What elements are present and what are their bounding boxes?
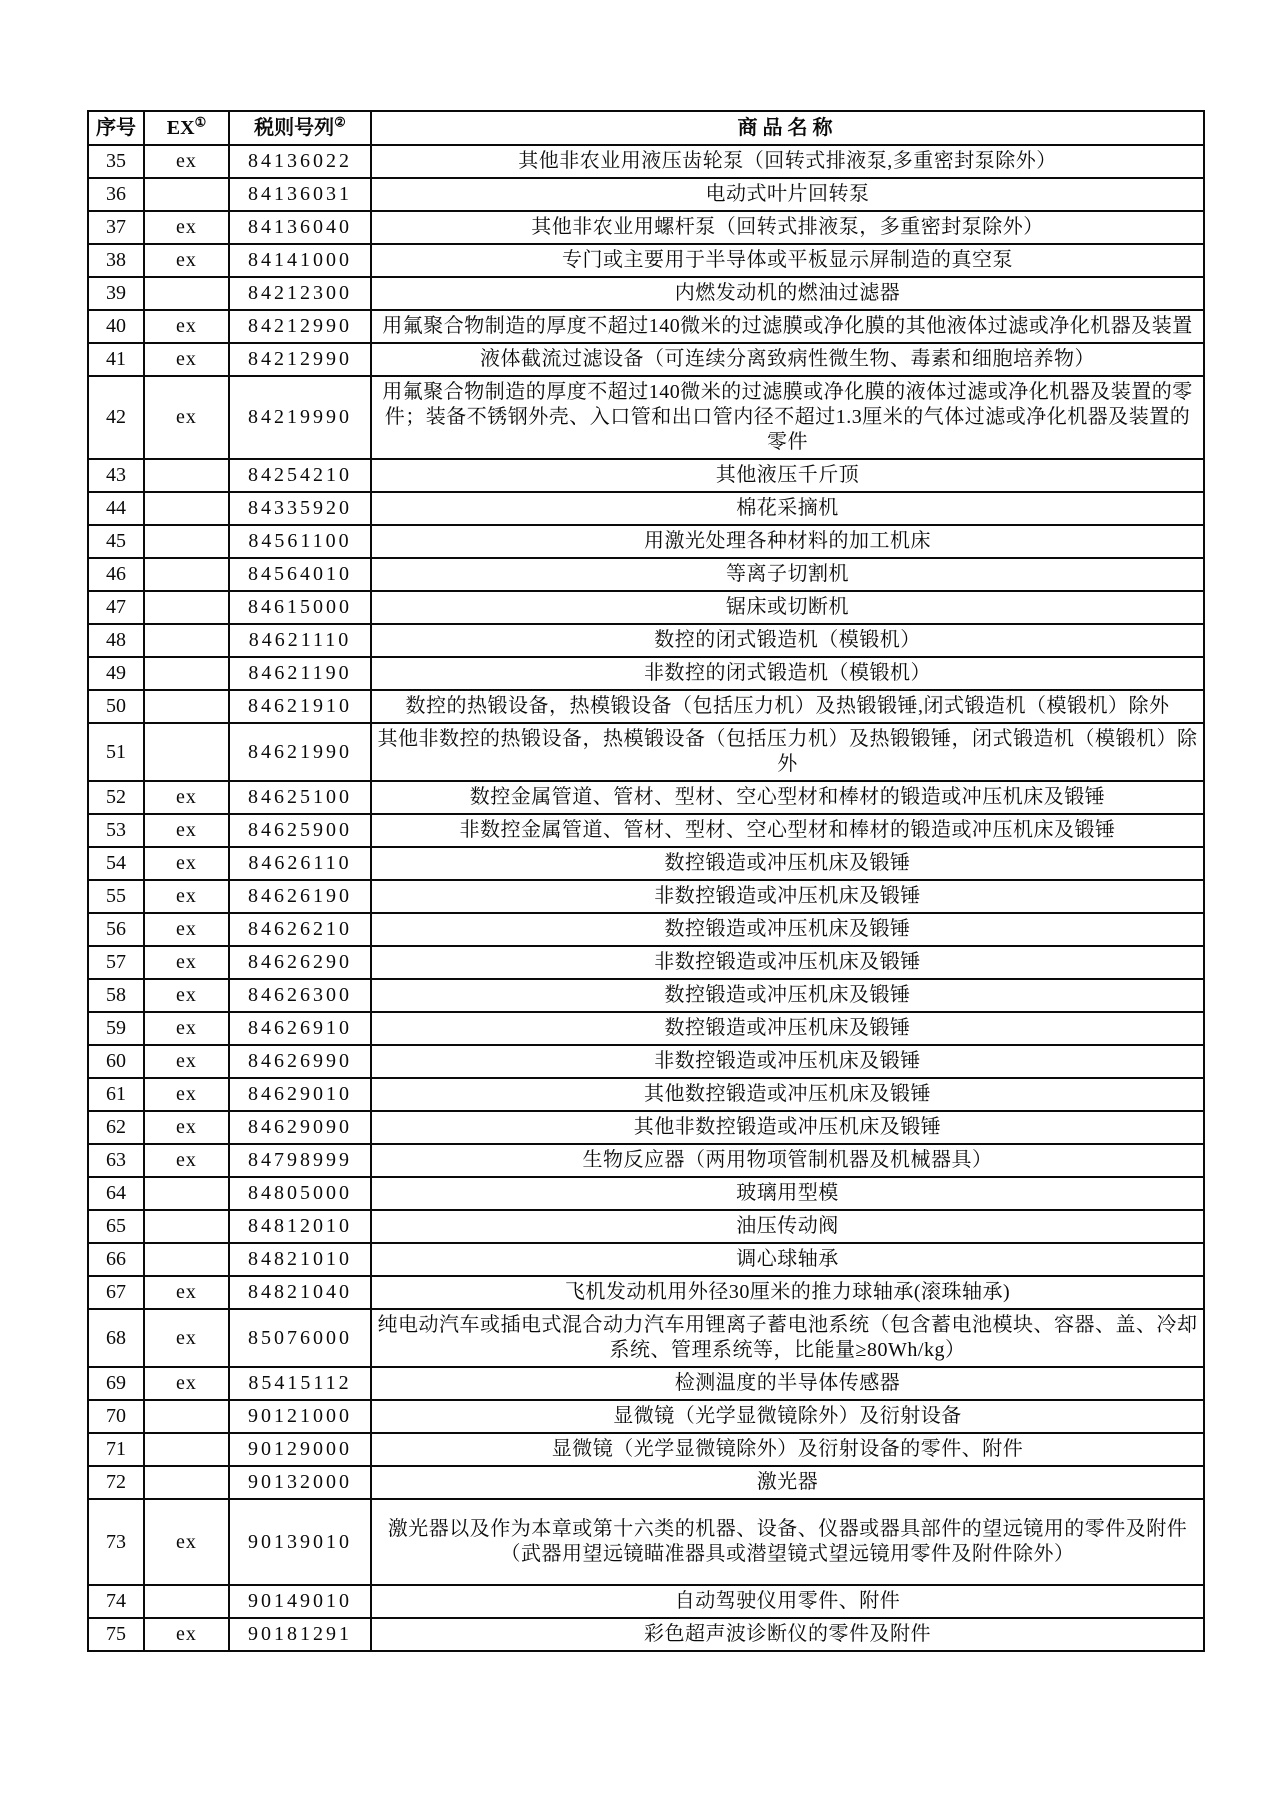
serial-number: 70 xyxy=(88,1400,144,1433)
serial-number: 75 xyxy=(88,1618,144,1651)
table-row xyxy=(88,1045,1204,1078)
serial-number: 63 xyxy=(88,1144,144,1177)
serial-number: 67 xyxy=(88,1276,144,1309)
product-name: 用氟聚合物制造的厚度不超过140微米的过滤膜或净化膜的其他液体过滤或净化机器及装置 xyxy=(371,310,1204,343)
tariff-code: 84625100 xyxy=(229,781,371,814)
product-name: 锯床或切断机 xyxy=(371,591,1204,624)
product-name: 检测温度的半导体传感器 xyxy=(371,1367,1204,1400)
serial-number: 47 xyxy=(88,591,144,624)
table-row xyxy=(88,1210,1204,1243)
table-row xyxy=(88,781,1204,814)
table-row xyxy=(88,1466,1204,1499)
ex-flag xyxy=(144,591,229,624)
ex-flag: ex xyxy=(144,1144,229,1177)
tariff-code: 84626110 xyxy=(229,847,371,880)
tariff-code: 84798999 xyxy=(229,1144,371,1177)
tariff-code: 85415112 xyxy=(229,1367,371,1400)
serial-number: 62 xyxy=(88,1111,144,1144)
serial-number: 46 xyxy=(88,558,144,591)
tariff-code: 84335920 xyxy=(229,492,371,525)
product-name: 激光器以及作为本章或第十六类的机器、设备、仪器或器具部件的望远镜用的零件及附件（武器用望远镜瞄准器具或潜望镜式望远镜用零件及附件除外） xyxy=(371,1499,1204,1585)
col-header-product-name-label: 商品名称 xyxy=(737,117,838,139)
product-name: 其他数控锻造或冲压机床及锻锤 xyxy=(371,1078,1204,1111)
product-name: 内燃发动机的燃油过滤器 xyxy=(371,277,1204,310)
table-row xyxy=(88,525,1204,558)
tariff-code: 84621190 xyxy=(229,657,371,690)
table-row xyxy=(88,376,1204,459)
header-row xyxy=(88,111,1204,145)
ex-flag: ex xyxy=(144,946,229,979)
ex-flag: ex xyxy=(144,145,229,178)
ex-flag xyxy=(144,1433,229,1466)
ex-flag: ex xyxy=(144,1618,229,1651)
serial-number: 69 xyxy=(88,1367,144,1400)
ex-flag: ex xyxy=(144,913,229,946)
serial-number: 71 xyxy=(88,1433,144,1466)
product-name: 其他非农业用螺杆泵（回转式排液泵，多重密封泵除外） xyxy=(371,211,1204,244)
product-name: 液体截流过滤设备（可连续分离致病性微生物、毒素和细胞培养物） xyxy=(371,343,1204,376)
serial-number: 44 xyxy=(88,492,144,525)
serial-number: 54 xyxy=(88,847,144,880)
product-name: 纯电动汽车或插电式混合动力汽车用锂离子蓄电池系统（包含蓄电池模块、容器、盖、冷却系统、管理系统等，比能量≥80Wh/kg） xyxy=(371,1309,1204,1367)
footnote-1-marker: ① xyxy=(194,114,207,130)
ex-flag: ex xyxy=(144,1045,229,1078)
ex-flag xyxy=(144,558,229,591)
ex-flag: ex xyxy=(144,1276,229,1309)
col-header-product-name xyxy=(371,111,1204,145)
table-row xyxy=(88,459,1204,492)
ex-flag: ex xyxy=(144,310,229,343)
ex-flag xyxy=(144,624,229,657)
tariff-code: 84212990 xyxy=(229,310,371,343)
tariff-code: 84136031 xyxy=(229,178,371,211)
table-row xyxy=(88,310,1204,343)
product-name: 棉花采摘机 xyxy=(371,492,1204,525)
tariff-code: 84219990 xyxy=(229,376,371,459)
table-row xyxy=(88,1499,1204,1585)
table-row xyxy=(88,657,1204,690)
product-name: 非数控金属管道、管材、型材、空心型材和棒材的锻造或冲压机床及锻锤 xyxy=(371,814,1204,847)
table-row xyxy=(88,1585,1204,1618)
ex-flag xyxy=(144,1210,229,1243)
tariff-code: 84629010 xyxy=(229,1078,371,1111)
col-header-tariff-code-label: 税则号列 xyxy=(254,117,335,139)
product-name: 其他非数控的热锻设备，热模锻设备（包括压力机）及热锻锻锤，闭式锻造机（模锻机）除外 xyxy=(371,723,1204,781)
col-header-serial xyxy=(88,111,144,145)
tariff-code: 84626910 xyxy=(229,1012,371,1045)
table-row xyxy=(88,814,1204,847)
ex-flag xyxy=(144,459,229,492)
ex-flag xyxy=(144,178,229,211)
tariff-code: 84621110 xyxy=(229,624,371,657)
table-row xyxy=(88,1012,1204,1045)
serial-number: 60 xyxy=(88,1045,144,1078)
table-row xyxy=(88,277,1204,310)
ex-flag: ex xyxy=(144,376,229,459)
col-header-serial-label: 序号 xyxy=(96,117,136,139)
serial-number: 48 xyxy=(88,624,144,657)
tariff-code: 84805000 xyxy=(229,1177,371,1210)
product-name: 数控的热锻设备，热模锻设备（包括压力机）及热锻锻锤,闭式锻造机（模锻机）除外 xyxy=(371,690,1204,723)
ex-flag xyxy=(144,1243,229,1276)
ex-flag xyxy=(144,1177,229,1210)
product-name: 数控金属管道、管材、型材、空心型材和棒材的锻造或冲压机床及锻锤 xyxy=(371,781,1204,814)
table-row xyxy=(88,946,1204,979)
table-row xyxy=(88,1144,1204,1177)
table-row xyxy=(88,880,1204,913)
serial-number: 57 xyxy=(88,946,144,979)
product-name: 专门或主要用于半导体或平板显示屏制造的真空泵 xyxy=(371,244,1204,277)
table-row xyxy=(88,1177,1204,1210)
table-row xyxy=(88,1367,1204,1400)
table-row xyxy=(88,558,1204,591)
tariff-code: 84621990 xyxy=(229,723,371,781)
tariff-code: 84626190 xyxy=(229,880,371,913)
tariff-code: 90181291 xyxy=(229,1618,371,1651)
serial-number: 66 xyxy=(88,1243,144,1276)
product-name: 自动驾驶仪用零件、附件 xyxy=(371,1585,1204,1618)
tariff-code: 84626210 xyxy=(229,913,371,946)
table-row xyxy=(88,492,1204,525)
table-row xyxy=(88,690,1204,723)
ex-flag: ex xyxy=(144,1367,229,1400)
product-name: 非数控锻造或冲压机床及锻锤 xyxy=(371,880,1204,913)
col-header-ex xyxy=(144,111,229,145)
serial-number: 39 xyxy=(88,277,144,310)
serial-number: 65 xyxy=(88,1210,144,1243)
ex-flag: ex xyxy=(144,1111,229,1144)
serial-number: 35 xyxy=(88,145,144,178)
ex-flag xyxy=(144,690,229,723)
table-row xyxy=(88,723,1204,781)
table-row xyxy=(88,1243,1204,1276)
ex-flag: ex xyxy=(144,1499,229,1585)
table-row xyxy=(88,1400,1204,1433)
tariff-code: 84254210 xyxy=(229,459,371,492)
tariff-code: 84561100 xyxy=(229,525,371,558)
table-row xyxy=(88,624,1204,657)
tariff-code: 84136040 xyxy=(229,211,371,244)
product-name: 电动式叶片回转泵 xyxy=(371,178,1204,211)
ex-flag: ex xyxy=(144,343,229,376)
product-name: 其他非数控锻造或冲压机床及锻锤 xyxy=(371,1111,1204,1144)
product-name: 数控的闭式锻造机（模锻机） xyxy=(371,624,1204,657)
product-name: 用氟聚合物制造的厚度不超过140微米的过滤膜或净化膜的液体过滤或净化机器及装置的零件；装备不锈钢外壳、入口管和出口管内径不超过1.3厘米的气体过滤或净化机器及装置的零件 xyxy=(371,376,1204,459)
ex-flag: ex xyxy=(144,211,229,244)
table-row xyxy=(88,913,1204,946)
table-row xyxy=(88,244,1204,277)
serial-number: 45 xyxy=(88,525,144,558)
col-header-tariff-code xyxy=(229,111,371,145)
tariff-code: 84212990 xyxy=(229,343,371,376)
table-row xyxy=(88,211,1204,244)
ex-flag xyxy=(144,723,229,781)
serial-number: 37 xyxy=(88,211,144,244)
product-name: 其他液压千斤顶 xyxy=(371,459,1204,492)
tariff-code: 84141000 xyxy=(229,244,371,277)
serial-number: 52 xyxy=(88,781,144,814)
serial-number: 38 xyxy=(88,244,144,277)
product-name: 数控锻造或冲压机床及锻锤 xyxy=(371,979,1204,1012)
product-name: 非数控锻造或冲压机床及锻锤 xyxy=(371,1045,1204,1078)
ex-flag: ex xyxy=(144,1309,229,1367)
serial-number: 36 xyxy=(88,178,144,211)
ex-flag: ex xyxy=(144,880,229,913)
table-row xyxy=(88,1433,1204,1466)
product-name: 彩色超声波诊断仪的零件及附件 xyxy=(371,1618,1204,1651)
serial-number: 59 xyxy=(88,1012,144,1045)
serial-number: 56 xyxy=(88,913,144,946)
ex-flag: ex xyxy=(144,1078,229,1111)
tariff-code: 84626990 xyxy=(229,1045,371,1078)
serial-number: 64 xyxy=(88,1177,144,1210)
table-header xyxy=(88,111,1204,145)
table-row xyxy=(88,1078,1204,1111)
tariff-code: 84629090 xyxy=(229,1111,371,1144)
tariff-code: 90129000 xyxy=(229,1433,371,1466)
ex-flag: ex xyxy=(144,244,229,277)
tariff-code: 85076000 xyxy=(229,1309,371,1367)
tariff-code: 84212300 xyxy=(229,277,371,310)
tariff-code: 84564010 xyxy=(229,558,371,591)
product-name: 显微镜（光学显微镜除外）及衍射设备 xyxy=(371,1400,1204,1433)
table-row xyxy=(88,145,1204,178)
ex-flag xyxy=(144,1585,229,1618)
serial-number: 55 xyxy=(88,880,144,913)
tariff-code: 84626290 xyxy=(229,946,371,979)
tariff-code: 84812010 xyxy=(229,1210,371,1243)
tariff-code: 84821040 xyxy=(229,1276,371,1309)
tariff-code: 84626300 xyxy=(229,979,371,1012)
ex-flag: ex xyxy=(144,847,229,880)
product-name: 玻璃用型模 xyxy=(371,1177,1204,1210)
product-name: 调心球轴承 xyxy=(371,1243,1204,1276)
product-name: 飞机发动机用外径30厘米的推力球轴承(滚珠轴承) xyxy=(371,1276,1204,1309)
tariff-code: 84625900 xyxy=(229,814,371,847)
table-row xyxy=(88,979,1204,1012)
ex-flag xyxy=(144,525,229,558)
table-row xyxy=(88,1276,1204,1309)
product-name: 非数控的闭式锻造机（模锻机） xyxy=(371,657,1204,690)
serial-number: 41 xyxy=(88,343,144,376)
tariff-table xyxy=(87,110,1205,1652)
table-row xyxy=(88,1111,1204,1144)
col-header-ex-label: EX xyxy=(166,117,195,139)
serial-number: 61 xyxy=(88,1078,144,1111)
tariff-code: 90132000 xyxy=(229,1466,371,1499)
ex-flag: ex xyxy=(144,781,229,814)
product-name: 显微镜（光学显微镜除外）及衍射设备的零件、附件 xyxy=(371,1433,1204,1466)
tariff-code: 90149010 xyxy=(229,1585,371,1618)
serial-number: 73 xyxy=(88,1499,144,1585)
serial-number: 43 xyxy=(88,459,144,492)
tariff-code: 84615000 xyxy=(229,591,371,624)
footnote-2-marker: ② xyxy=(334,114,346,130)
serial-number: 53 xyxy=(88,814,144,847)
tariff-code: 90139010 xyxy=(229,1499,371,1585)
table-row xyxy=(88,178,1204,211)
ex-flag xyxy=(144,1400,229,1433)
product-name: 其他非农业用液压齿轮泵（回转式排液泵,多重密封泵除外） xyxy=(371,145,1204,178)
product-name: 非数控锻造或冲压机床及锻锤 xyxy=(371,946,1204,979)
tariff-code: 90121000 xyxy=(229,1400,371,1433)
serial-number: 51 xyxy=(88,723,144,781)
ex-flag xyxy=(144,277,229,310)
serial-number: 40 xyxy=(88,310,144,343)
ex-flag: ex xyxy=(144,814,229,847)
table-row xyxy=(88,1618,1204,1651)
tariff-code: 84136022 xyxy=(229,145,371,178)
product-name: 数控锻造或冲压机床及锻锤 xyxy=(371,913,1204,946)
product-name: 数控锻造或冲压机床及锻锤 xyxy=(371,1012,1204,1045)
ex-flag xyxy=(144,1466,229,1499)
table-row xyxy=(88,343,1204,376)
table-row xyxy=(88,1309,1204,1367)
product-name: 生物反应器（两用物项管制机器及机械器具） xyxy=(371,1144,1204,1177)
ex-flag xyxy=(144,657,229,690)
table-body xyxy=(88,145,1204,1651)
product-name: 用激光处理各种材料的加工机床 xyxy=(371,525,1204,558)
product-name: 油压传动阀 xyxy=(371,1210,1204,1243)
tariff-code: 84821010 xyxy=(229,1243,371,1276)
serial-number: 42 xyxy=(88,376,144,459)
table-row xyxy=(88,591,1204,624)
product-name: 等离子切割机 xyxy=(371,558,1204,591)
ex-flag: ex xyxy=(144,979,229,1012)
serial-number: 58 xyxy=(88,979,144,1012)
serial-number: 49 xyxy=(88,657,144,690)
table-row xyxy=(88,847,1204,880)
ex-flag: ex xyxy=(144,1012,229,1045)
serial-number: 74 xyxy=(88,1585,144,1618)
serial-number: 68 xyxy=(88,1309,144,1367)
serial-number: 72 xyxy=(88,1466,144,1499)
product-name: 数控锻造或冲压机床及锻锤 xyxy=(371,847,1204,880)
serial-number: 50 xyxy=(88,690,144,723)
ex-flag xyxy=(144,492,229,525)
product-name: 激光器 xyxy=(371,1466,1204,1499)
tariff-code: 84621910 xyxy=(229,690,371,723)
